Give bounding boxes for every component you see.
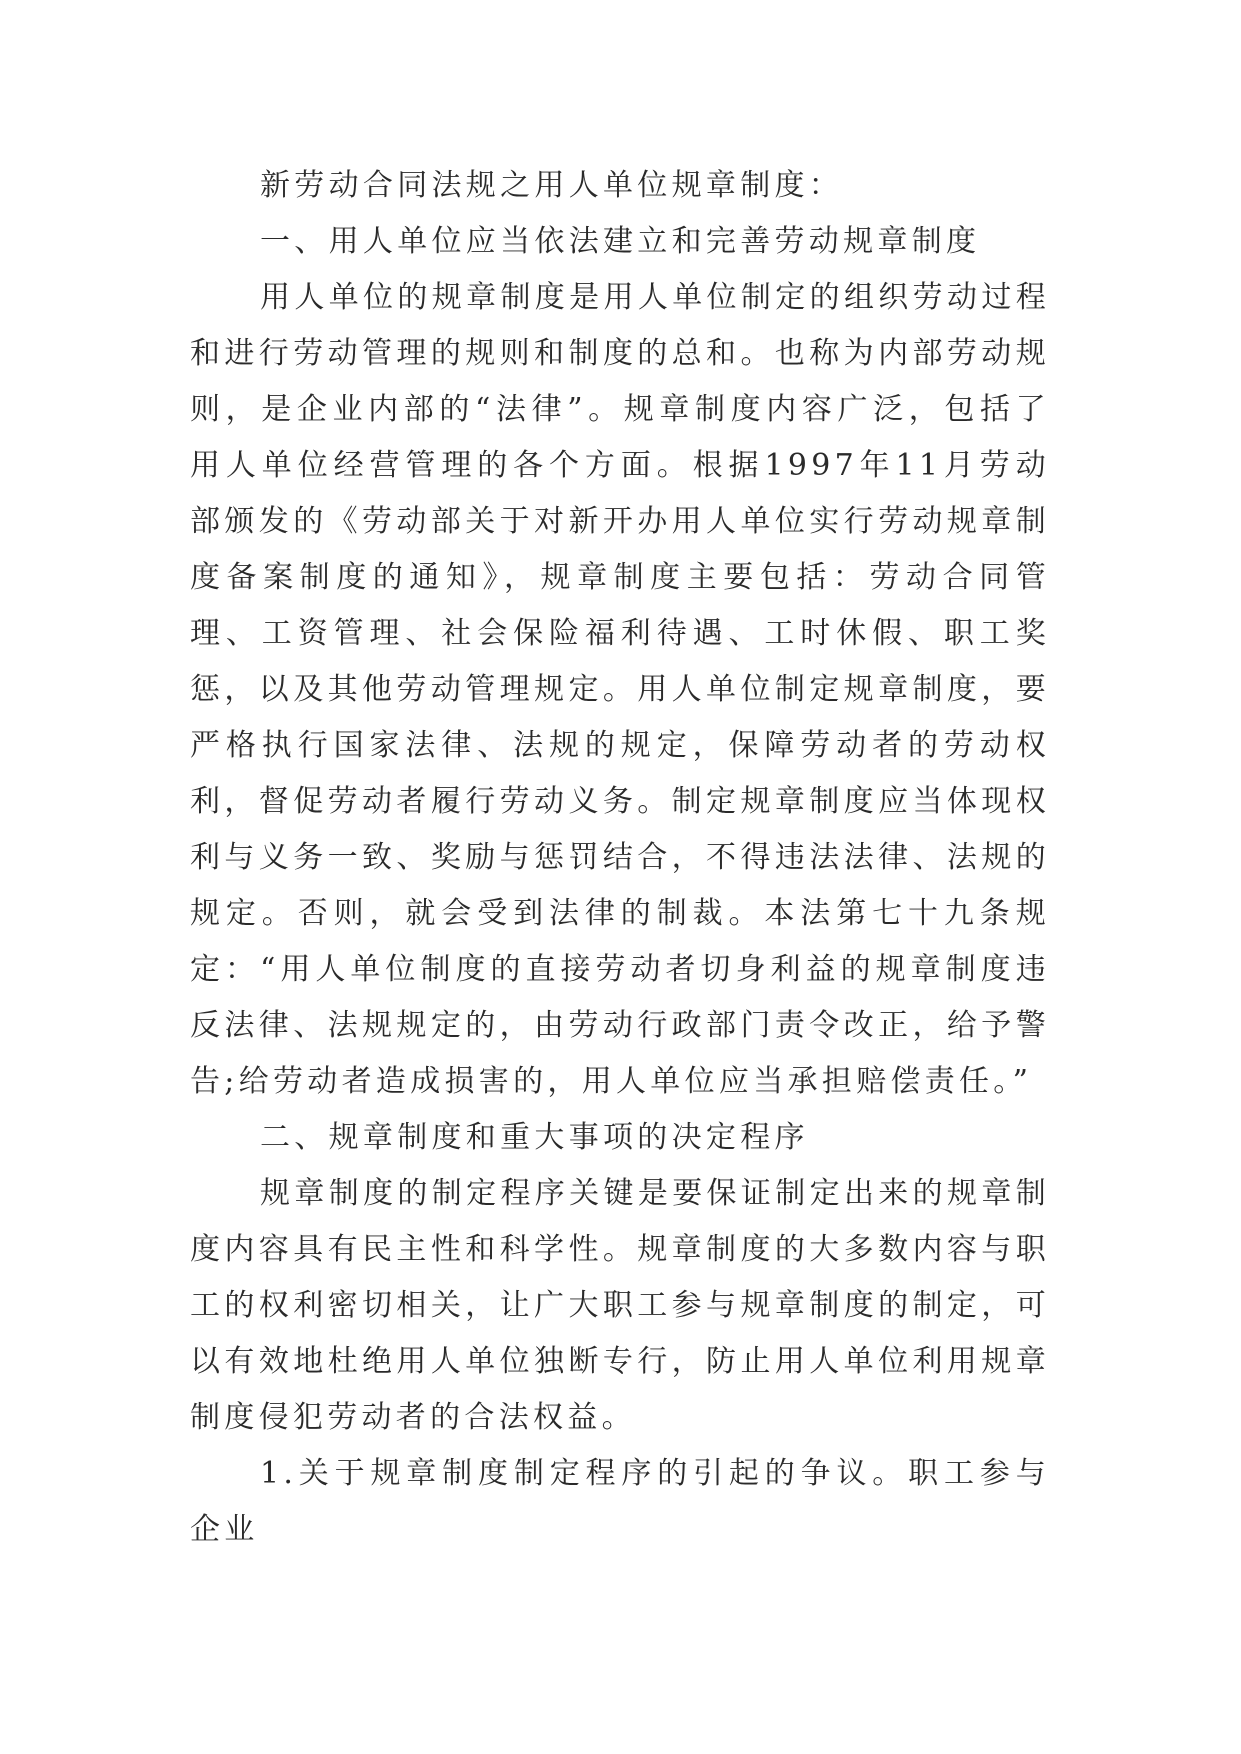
document-title: 新劳动合同法规之用人单位规章制度： [260, 168, 844, 203]
numbered-paragraph: 1.关于规章制度制定程序的引起的争议。职工参与企业 [190, 1456, 1050, 1547]
document-body [190, 158, 1050, 1558]
body-paragraph: 用人单位的规章制度是用人单位制定的组织劳动过程和进行劳动管理的规则和制度的总和。也称为内部劳动规则，是企业内部的“法律”。规章制度内容广泛，包括了用人单位经营管理的各个方面。根据1997年11月劳动部颁发的《劳动部关于对新开办用人单位实行劳动规章制度备案制度的通知》，规章制度主要包括：劳动合同管理、工资管理、社会保险福利待遇、工时休假、职工奖惩，以及其他劳动管理规定。用人单位制定规章制度，要严格执行国家法律、法规的规定，保障劳动者的劳动权利，督促劳动者履行劳动义务。制定规章制度应当体现权利与义务一致、奖励与惩罚结合，不得违法法律、法规的规定。否则，就会受到法律的制裁。本法第七十九条规定：“用人单位制度的直接劳动者切身利益的规章制度违反法律、法规规定的，由劳动行政部门责令改正，给予警告;给劳动者造成损害的，用人单位应当承担赔偿责任。” [190, 280, 1050, 1099]
section-heading-1: 一、用人单位应当依法建立和完善劳动规章制度 [260, 224, 981, 259]
section-heading-2: 二、规章制度和重大事项的决定程序 [260, 1120, 809, 1155]
body-paragraph: 规章制度的制定程序关键是要保证制定出来的规章制度内容具有民主性和科学性。规章制度的大多数内容与职工的权利密切相关，让广大职工参与规章制度的制定，可以有效地杜绝用人单位独断专行，防止用人单位利用规章制度侵犯劳动者的合法权益。 [190, 1176, 1050, 1435]
